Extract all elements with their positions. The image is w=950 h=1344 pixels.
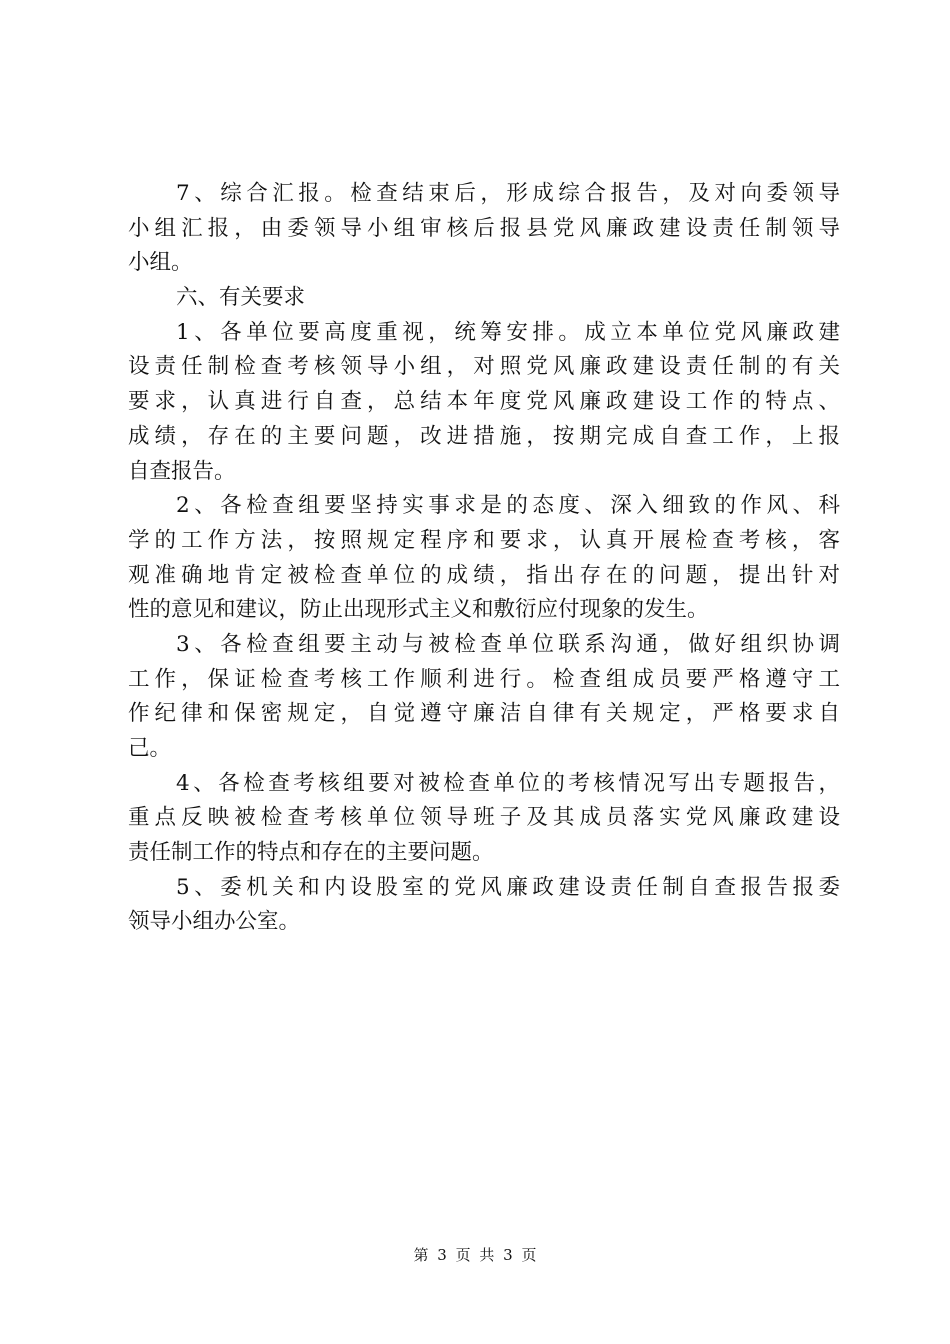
requirement-2-line-4: 性的意见和建议，防止出现形式主义和敷衍应付现象的发生。 xyxy=(128,597,709,623)
requirement-1-line-3: 要求，认真进行自查，总结本年度党风廉政建设工作的特点、 xyxy=(128,389,840,415)
requirement-1-line-5: 自查报告。 xyxy=(128,458,236,484)
requirement-1-line-2: 设责任制检查考核领导小组，对照党风廉政建设责任制的有关 xyxy=(128,354,840,380)
requirement-4-line-3: 责任制工作的特点和存在的主要问题。 xyxy=(128,840,494,866)
requirement-4-line-1: 4、各检查考核组要对被检查单位的考核情况写出专题报告， xyxy=(176,770,840,796)
requirement-1-line-1: 1、各单位要高度重视，统筹安排。成立本单位党风廉政建 xyxy=(176,319,840,345)
requirement-2-line-2: 学的工作方法，按照规定程序和要求，认真开展检查考核，客 xyxy=(128,527,840,553)
requirement-5-line-1: 5、委机关和内设股室的党风廉政建设责任制自查报告报委 xyxy=(176,874,840,900)
page-number-footer: 第 3 页 共 3 页 xyxy=(413,1246,537,1264)
paragraph-7-line-2: 小组汇报，由委领导小组审核后报县党风廉政建设责任制领导 xyxy=(128,215,840,241)
paragraph-7-line-3: 小组。 xyxy=(128,250,193,276)
requirement-1-line-4: 成绩，存在的主要问题，改进措施，按期完成自查工作，上报 xyxy=(128,423,840,449)
document-body xyxy=(128,177,840,940)
requirement-2-line-1: 2、各检查组要坚持实事求是的态度、深入细致的作风、科 xyxy=(176,493,840,519)
requirement-3-line-4: 己。 xyxy=(128,736,172,761)
requirement-2-line-3: 观准确地肯定被检查单位的成绩，指出存在的问题，提出针对 xyxy=(128,562,840,588)
section-heading-requirements: 六、有关要求 xyxy=(176,285,306,311)
requirement-3-line-3: 作纪律和保密规定，自觉遵守廉洁自律有关规定，严格要求自 xyxy=(128,701,840,727)
requirement-4-line-2: 重点反映被检查考核单位领导班子及其成员落实党风廉政建设 xyxy=(128,805,840,831)
requirement-3-line-1: 3、各检查组要主动与被检查单位联系沟通，做好组织协调 xyxy=(176,631,840,657)
requirement-3-line-2: 工作，保证检查考核工作顺利进行。检查组成员要严格遵守工 xyxy=(128,666,840,692)
paragraph-7-line-1: 7、综合汇报。检查结束后，形成综合报告，及对向委领导 xyxy=(176,181,840,206)
requirement-5-line-2: 领导小组办公室。 xyxy=(128,909,301,935)
